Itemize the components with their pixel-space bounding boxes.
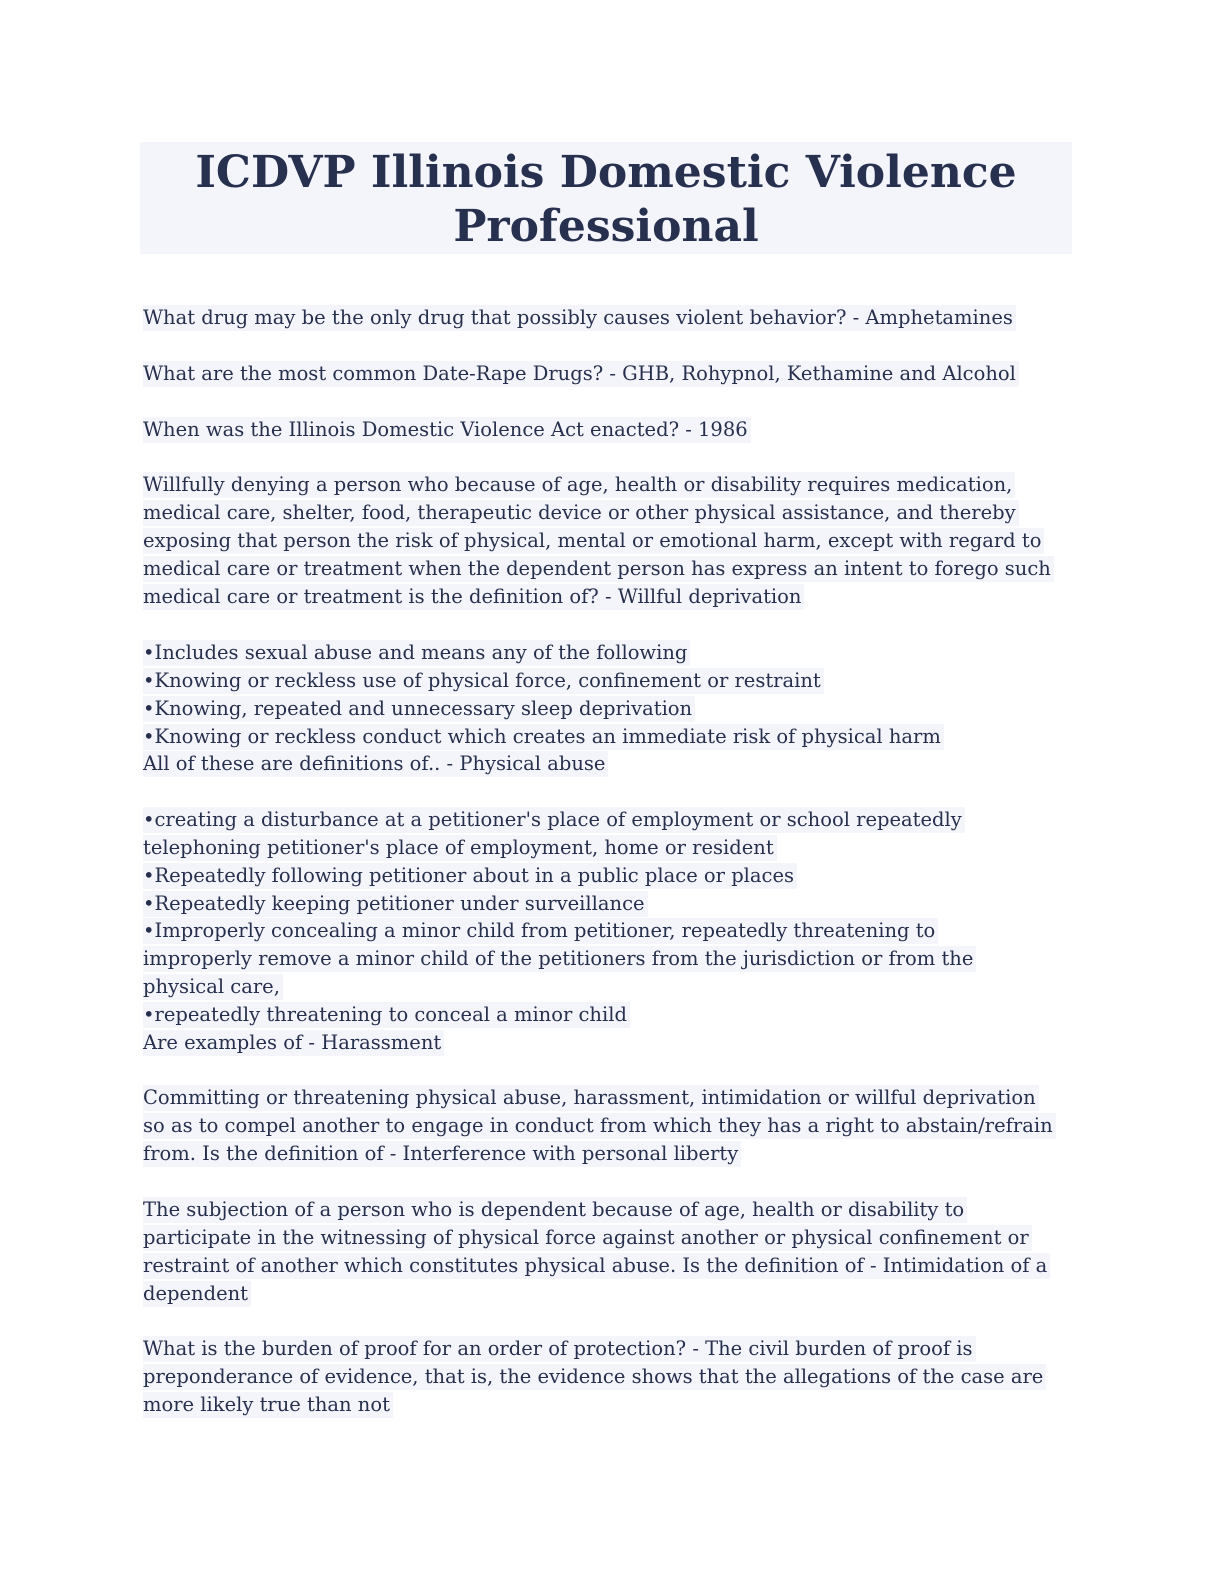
title-line-2: Professional bbox=[453, 201, 759, 252]
title-line-1: ICDVP Illinois Domestic Violence bbox=[195, 147, 1017, 198]
qa-line: •creating a disturbance at a petitioner's place of employment or school repeatedly bbox=[143, 807, 965, 833]
qa-line: Are examples of - Harassment bbox=[143, 1030, 444, 1056]
qa-line: What drug may be the only drug that possibly causes violent behavior? - Amphetamines bbox=[143, 305, 1016, 331]
qa-line: physical care, bbox=[143, 974, 283, 1000]
qa-line: from. Is the definition of - Interference with personal liberty bbox=[143, 1141, 741, 1167]
qa-line: more likely true than not bbox=[143, 1392, 393, 1418]
qa-line: restraint of another which constitutes physical abuse. Is the definition of - Intimidation of a bbox=[143, 1253, 1050, 1279]
qa-line: medical care, shelter, food, therapeutic device or other physical assistance, and thereby bbox=[143, 500, 1019, 526]
qa-line: •Knowing or reckless conduct which creates an immediate risk of physical harm bbox=[143, 724, 944, 750]
qa-line: medical care or treatment is the definition of? - Willful deprivation bbox=[143, 584, 804, 610]
qa-line: •Repeatedly following petitioner about in a public place or places bbox=[143, 863, 797, 889]
qa-line: •Improperly concealing a minor child from petitioner, repeatedly threatening to bbox=[143, 918, 938, 944]
qa-line: When was the Illinois Domestic Violence Act enacted? - 1986 bbox=[143, 417, 751, 443]
document-title bbox=[140, 142, 1072, 254]
qa-line: improperly remove a minor child of the petitioners from the jurisdiction or from the bbox=[143, 946, 976, 972]
qa-line: so as to compel another to engage in conduct from which they has a right to abstain/refrain bbox=[143, 1113, 1056, 1139]
qa-line: participate in the witnessing of physical force against another or physical confinement or bbox=[143, 1225, 1032, 1251]
qa-line: preponderance of evidence, that is, the evidence shows that the allegations of the case are bbox=[143, 1364, 1046, 1390]
qa-line: medical care or treatment when the dependent person has express an intent to forego such bbox=[143, 556, 1054, 582]
qa-line: The subjection of a person who is dependent because of age, health or disability to bbox=[143, 1197, 967, 1223]
qa-line: Willfully denying a person who because of age, health or disability requires medication, bbox=[143, 472, 1015, 498]
qa-line: •Knowing or reckless use of physical force, confinement or restraint bbox=[143, 668, 824, 694]
qa-line: All of these are definitions of.. - Physical abuse bbox=[143, 751, 608, 777]
qa-line: •Includes sexual abuse and means any of the following bbox=[143, 640, 690, 666]
qa-line: telephoning petitioner's place of employment, home or resident bbox=[143, 835, 777, 861]
qa-line: •Repeatedly keeping petitioner under surveillance bbox=[143, 891, 648, 917]
qa-line: •repeatedly threatening to conceal a minor child bbox=[143, 1002, 630, 1028]
qa-line: exposing that person the risk of physical, mental or emotional harm, except with regard to bbox=[143, 528, 1044, 554]
qa-line: What is the burden of proof for an order of protection? - The civil burden of proof is bbox=[143, 1336, 976, 1362]
qa-line: •Knowing, repeated and unnecessary sleep deprivation bbox=[143, 696, 695, 722]
qa-line: Committing or threatening physical abuse, harassment, intimidation or willful deprivation bbox=[143, 1085, 1039, 1111]
qa-line: dependent bbox=[143, 1281, 251, 1307]
qa-line: What are the most common Date-Rape Drugs? - GHB, Rohypnol, Kethamine and Alcohol bbox=[143, 361, 1019, 387]
